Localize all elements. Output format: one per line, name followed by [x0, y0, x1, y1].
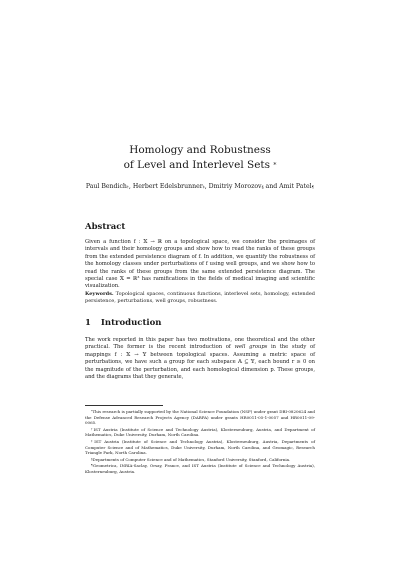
footnote-text: IST Austria (Institute of Science and Technology Austria), Klosterneuburg, Austria, Departments of Computer Science and of Mathematics, Duke University, Durham, North Carolina, and Geomagic, Research Triangle Park, North Carolina. — [85, 438, 316, 456]
author-name: Amit Patel — [279, 183, 312, 190]
author-name: Paul Bendich — [85, 183, 127, 190]
keywords — [85, 291, 315, 305]
author-separator: , — [204, 183, 209, 190]
footnote-mark: § — [91, 456, 93, 461]
footnote-mark: † — [91, 426, 94, 431]
footnote-text: IST Austria (Institute of Science and Technology Austria), Klosterneuburg, Austria, and Department of Mathematics, Duke University, Durham, North Carolina. — [85, 426, 315, 438]
author-name: Herbert Edelsbrunner — [132, 183, 203, 190]
footnote-text: Geometrica, INRIA-Saclay, Orsay, France, and IST Austria (Institute of Science and Technology Austria), Klosterneuburg, Austria. — [85, 463, 315, 474]
footnote-text: Departments of Computer Science and of Mathematics, Stanford University, Stanford, California. — [92, 456, 291, 462]
author-mark: † — [126, 184, 129, 189]
section-number: 1 — [85, 318, 91, 328]
footnote — [85, 463, 315, 474]
author-separator: , — [128, 183, 133, 190]
title-footnote-mark: * — [273, 162, 277, 169]
author-mark: ‡ — [202, 184, 205, 189]
title-line-2 — [0, 158, 400, 173]
footnote-mark: * — [91, 409, 93, 413]
intro-emphasis: well groups — [234, 344, 268, 351]
abstract-heading: Abstract — [85, 222, 126, 232]
intro-text-part-b: in the study of mappings f : 𝕏 → 𝕐 between topological spaces. Assuming a metric space of perturbations, we have such a group for each subspace 𝔸 ⊆ 𝕐, each bound r ≥ 0 on the magnitude of the perturbation, and each homological dimension p. These groups, and the diagrams that they generate, — [85, 344, 315, 381]
footnote-text: This research is partially supported by the National Science Foundation (NSF) under grant DBI-0820624 and the Defense Advanced Research Projects Agency (DARPA) under grants HR0011-05-1-0057 and HR0011-09-0065. — [85, 409, 315, 426]
footnote-mark: ¶ — [91, 463, 93, 468]
section-title: Introduction — [100, 318, 162, 328]
footnote — [85, 457, 315, 463]
author-mark: ¶ — [311, 184, 315, 189]
paper-title — [0, 143, 400, 173]
title-line-2-text: of Level and Interlevel Sets — [123, 159, 271, 171]
footnote — [85, 409, 315, 426]
author-name: Dmitriy Morozov — [208, 183, 262, 190]
footnote — [85, 427, 315, 438]
keywords-text: Topological spaces, continuous functions, interlevel sets, homology, extended persistence, perturbations, well groups, robustness. — [85, 291, 315, 304]
introduction-text — [85, 337, 315, 381]
author-list — [0, 183, 400, 191]
keywords-label: Keywords. — [85, 291, 114, 297]
footnote-mark: ‡ — [91, 438, 95, 443]
intro-text-part-a: The work reported in this paper has two motivations, one theoretical and the other practical. The former is the recent introduction of — [85, 337, 315, 351]
title-line-1: Homology and Robustness — [129, 144, 271, 156]
footnote-rule — [85, 405, 163, 406]
author-separator: and — [263, 183, 280, 190]
footnote — [85, 439, 315, 456]
author-mark: § — [261, 184, 264, 189]
abstract-text: Given a function f : 𝕏 → ℝ on a topological space, we consider the preimages of intervals and their homology groups and show how to read the ranks of these groups from the extended persistence diagram of f. In addition, we quantify the robustness of the homology classes under perturbations of f using well groups, and we show how to read the ranks of these groups from the same extended persistence diagram. The special case 𝕏 = ℝ³ has ramifications in the fields of medical imaging and scientific visualization. — [85, 239, 315, 290]
section-heading — [85, 318, 171, 328]
footnotes — [85, 409, 315, 476]
